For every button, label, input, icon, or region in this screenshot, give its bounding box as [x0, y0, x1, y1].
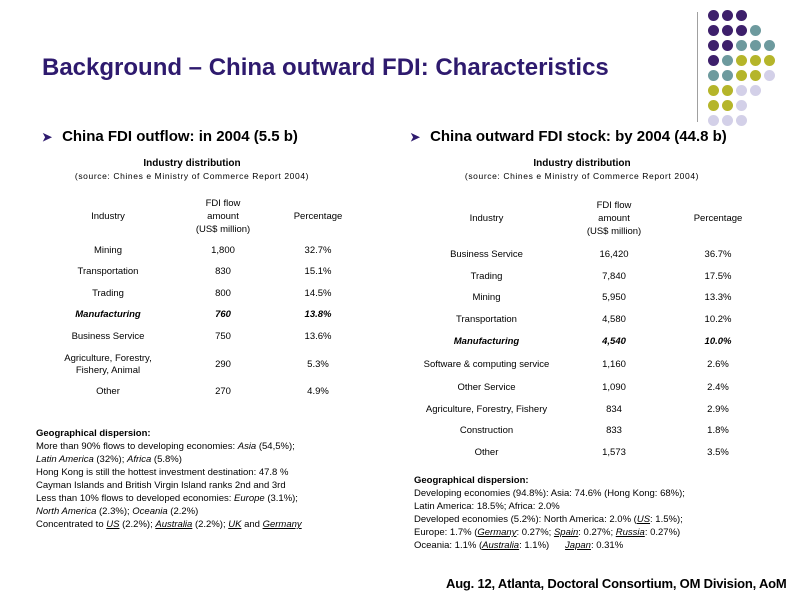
decorative-dot — [708, 115, 719, 126]
decorative-dot — [750, 25, 761, 36]
geo-line: Europe: 1.7% (Germany: 0.27%; Spain: 0.27%; Russia: 0.27%) — [414, 527, 681, 538]
decorative-dot — [722, 40, 733, 51]
table-row — [48, 283, 358, 305]
decorative-dot — [736, 25, 747, 36]
table-row — [48, 262, 358, 284]
geo-line: Developed economies (5.2%): North America: 2.0% (US: 1.5%); — [414, 514, 683, 525]
table-cell-amount: 1,090 — [602, 381, 626, 393]
table-row — [423, 399, 758, 421]
geo-line: Cayman Islands and British Virgin Island ranks 2nd and 3rd — [36, 480, 286, 491]
table-cell-pct: 2.4% — [707, 381, 729, 393]
right-heading: ➤ China outward FDI stock: by 2004 (44.8 b) — [410, 128, 727, 145]
geo-line: Concentrated to US (2.2%); Australia (2.2%); UK and Germany — [36, 519, 302, 530]
left-table-caption — [42, 157, 342, 183]
right-geo-dispersion — [414, 474, 685, 552]
decorative-dot-grid — [708, 10, 800, 130]
decorative-dot — [708, 25, 719, 36]
table-cell-industry: Agriculture, Forestry, Fishery, Animal — [64, 352, 152, 376]
table-cell-amount: 16,420 — [599, 248, 629, 260]
geo-line: Latin America (32%); Africa (5.8%) — [36, 454, 182, 465]
table-cell-industry: Manufacturing — [75, 309, 141, 321]
decorative-dot — [750, 55, 761, 66]
table-row — [48, 326, 358, 348]
table-cell-pct: 2.9% — [707, 403, 729, 415]
table-cell-pct: 5.3% — [307, 358, 329, 370]
decorative-dot — [750, 85, 761, 96]
decorative-dot — [708, 40, 719, 51]
table-cell-amount: 4,540 — [602, 336, 626, 348]
geo-line: North America (2.3%); Oceania (2.2%) — [36, 506, 199, 517]
table-cell-industry: Business Service — [71, 330, 145, 342]
table-cell-amount: 7,840 — [602, 270, 626, 282]
geo-line: Oceania: 1.1% (Australia: 1.1%) Japan: 0.31% — [414, 540, 624, 551]
table-cell-amount: 833 — [606, 425, 622, 437]
table-cell-industry: Other Service — [457, 381, 516, 393]
table-row — [423, 442, 758, 464]
left-geo-heading: Geographical dispersion: — [36, 428, 151, 439]
table-cell-pct: 36.7% — [704, 248, 732, 260]
table-cell-pct: 13.8% — [304, 309, 332, 321]
decorative-dot — [708, 85, 719, 96]
right-table-title: Industry distribution — [533, 158, 631, 169]
decorative-divider — [697, 12, 698, 122]
table-cell-amount: 834 — [606, 403, 622, 415]
table-cell-industry: Other — [96, 386, 120, 398]
geo-line: Developing economies (94.8%): Asia: 74.6% (Hong Kong: 68%); — [414, 488, 685, 499]
slide-title: Background – China outward FDI: Characteristics — [42, 54, 609, 81]
decorative-dot — [736, 40, 747, 51]
table-cell-pct: 10.0% — [704, 336, 732, 348]
bullet-arrow-icon: ➤ — [42, 130, 53, 144]
decorative-dot — [722, 70, 733, 81]
table-cell-amount: 1,573 — [602, 447, 626, 459]
table-row — [423, 244, 758, 266]
table-cell-industry: Trading — [92, 287, 124, 299]
right-table-caption — [432, 157, 732, 183]
decorative-dot — [722, 115, 733, 126]
table-cell-amount: 270 — [215, 386, 231, 398]
table-cell-industry: Other — [474, 447, 499, 459]
table-cell-amount: 4,580 — [602, 314, 626, 326]
table-cell-pct: 32.7% — [304, 244, 332, 256]
decorative-dot — [764, 55, 775, 66]
table-cell-industry: Construction — [459, 425, 514, 437]
table-header-amount: FDI flow amount (US$ million) — [195, 197, 251, 235]
table-cell-pct: 17.5% — [704, 270, 732, 282]
table-cell-pct: 1.8% — [707, 425, 729, 437]
table-cell-pct: 14.5% — [304, 287, 332, 299]
table-cell-amount: 760 — [215, 309, 231, 321]
geo-line: Less than 10% flows to developed economies: Europe (3.1%); — [36, 493, 298, 504]
table-cell-amount: 750 — [215, 330, 231, 342]
table-row — [423, 377, 758, 399]
table-cell-industry: Mining — [472, 292, 501, 304]
geo-line: Hong Kong is still the hottest investment destination: 47.8 % — [36, 467, 289, 478]
table-cell-industry: Manufacturing — [453, 336, 520, 348]
table-cell-pct: 3.5% — [707, 447, 729, 459]
decorative-dot — [764, 70, 775, 81]
table-cell-pct: 13.6% — [304, 330, 332, 342]
left-heading: ➤ China FDI outflow: in 2004 (5.5 b) — [42, 128, 298, 145]
table-header-industry: Industry — [91, 210, 125, 222]
table-cell-amount: 1,160 — [602, 358, 626, 370]
decorative-dot — [736, 70, 747, 81]
table-cell-industry: Transportation — [77, 266, 139, 278]
table-cell-industry: Business Service — [450, 248, 523, 260]
table-cell-amount: 290 — [215, 358, 231, 370]
table-row — [48, 305, 358, 327]
decorative-dot — [708, 55, 719, 66]
table-header-percentage: Percentage — [293, 210, 343, 222]
left-table-title: Industry distribution — [143, 158, 241, 169]
table-row — [423, 331, 758, 353]
table-row — [423, 353, 758, 377]
table-cell-industry: Agriculture, Forestry, Fishery — [425, 403, 548, 415]
table-row — [423, 288, 758, 310]
table-cell-pct: 10.2% — [704, 314, 732, 326]
table-row — [423, 309, 758, 331]
geo-line: Latin America: 18.5%; Africa: 2.0% — [414, 501, 560, 512]
decorative-dot — [722, 25, 733, 36]
decorative-dot — [750, 40, 761, 51]
table-header-industry: Industry — [469, 212, 504, 224]
table-cell-pct: 4.9% — [307, 386, 329, 398]
table-header-percentage: Percentage — [693, 212, 743, 224]
bullet-arrow-icon: ➤ — [410, 130, 421, 144]
decorative-dot — [722, 85, 733, 96]
left-table-source: (source: Chines e Ministry of Commerce Report 2004) — [74, 171, 310, 181]
decorative-dot — [708, 70, 719, 81]
decorative-dot — [764, 40, 775, 51]
decorative-dot — [708, 10, 719, 21]
footer-text: Aug. 12, Atlanta, Doctoral Consortium, OM Division, AoM — [446, 576, 787, 591]
table-row — [48, 348, 358, 382]
table-cell-pct: 15.1% — [304, 266, 332, 278]
decorative-dot — [736, 100, 747, 111]
decorative-dot — [722, 10, 733, 21]
geo-line: More than 90% flows to developing economies: Asia (54,5%); — [36, 441, 295, 452]
table-cell-industry: Trading — [470, 270, 503, 282]
left-geo-dispersion — [36, 427, 302, 531]
table-row — [48, 240, 358, 262]
decorative-dot — [722, 100, 733, 111]
decorative-dot — [736, 55, 747, 66]
table-cell-pct: 13.3% — [704, 292, 732, 304]
decorative-dot — [708, 100, 719, 111]
decorative-dot — [736, 10, 747, 21]
table-cell-industry: Software & computing service — [423, 358, 550, 370]
decorative-dot — [736, 85, 747, 96]
table-row — [48, 382, 358, 404]
table-cell-amount: 5,950 — [602, 292, 626, 304]
decorative-dot — [750, 70, 761, 81]
table-cell-amount: 1,800 — [211, 244, 235, 256]
left-industry-table — [48, 192, 358, 403]
table-cell-amount: 800 — [215, 287, 231, 299]
table-cell-industry: Transportation — [456, 314, 517, 326]
decorative-dot — [736, 115, 747, 126]
table-cell-industry: Mining — [94, 244, 122, 256]
table-header-amount: FDI flow amount (US$ million) — [586, 199, 642, 237]
table-row — [423, 421, 758, 443]
decorative-dot — [722, 55, 733, 66]
table-cell-pct: 2.6% — [707, 358, 729, 370]
right-geo-heading: Geographical dispersion: — [414, 475, 529, 486]
right-industry-table — [423, 192, 758, 464]
table-row — [423, 266, 758, 288]
table-cell-amount: 830 — [215, 266, 231, 278]
right-table-source: (source: Chines e Ministry of Commerce Report 2004) — [464, 171, 700, 181]
